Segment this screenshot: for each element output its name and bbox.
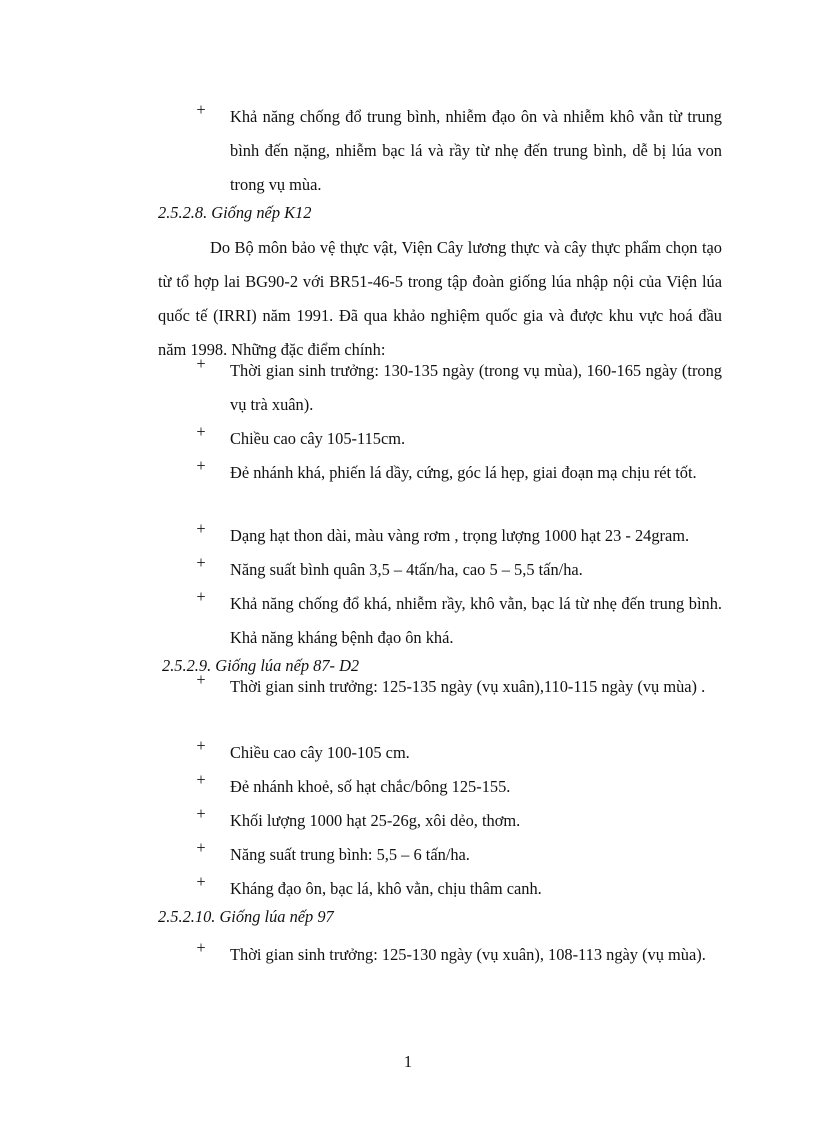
- section-heading-2-5-2-9: 2.5.2.9. Giống lúa nếp 87- D2: [162, 656, 360, 675]
- bullet-text: Thời gian sinh trưởng: 125-130 ngày (vụ xuân), 108-113 ngày (vụ mùa).: [230, 945, 706, 964]
- bullet-mark: +: [196, 770, 206, 789]
- bullet-plant-height: [194, 422, 722, 456]
- bullet-text: Đẻ nhánh khá, phiến lá dầy, cứng, góc lá hẹp, giai đoạn mạ chịu rét tốt.: [230, 463, 697, 482]
- bullet-resistance-d2: [194, 872, 722, 906]
- bullet-mark: +: [196, 456, 206, 475]
- bullet-text: Chiều cao cây 100-105 cm.: [230, 743, 410, 762]
- bullet-mark: +: [196, 938, 206, 957]
- section-heading-2-5-2-10: 2.5.2.10. Giống lúa nếp 97: [158, 907, 334, 926]
- bullet-text: Dạng hạt thon dài, màu vàng rơm , trọng lượng 1000 hạt 23 - 24gram.: [230, 526, 690, 545]
- bullet-lodging-resistance: [194, 100, 722, 202]
- bullet-mark: +: [196, 354, 206, 373]
- bullet-mark: +: [196, 422, 206, 441]
- bullet-mark: +: [196, 736, 206, 755]
- bullet-mark: +: [196, 553, 206, 572]
- bullet-mark: +: [196, 519, 206, 538]
- bullet-mark: +: [196, 838, 206, 857]
- bullet-mark: +: [196, 587, 206, 606]
- bullet-mark: +: [196, 100, 206, 119]
- bullet-yield: [194, 553, 722, 587]
- paragraph-k12-origin: Do Bộ môn bảo vệ thực vật, Viện Cây lương thực và cây thực phẩm chọn tạo từ tổ hợp lai BG90-2 với BR51-46-5 trong tập đoàn giống lúa nhập nội của Viện lúa quốc tế (IRRI) năm 1991. Đã qua khảo nghiệm quốc gia và được khu vực hoá đầu năm 1998. Những đặc điểm chính:: [158, 238, 722, 359]
- bullet-text: Năng suất bình quân 3,5 – 4tấn/ha, cao 5 – 5,5 tấn/ha.: [230, 560, 583, 579]
- bullet-yield-d2: [194, 838, 722, 872]
- bullet-disease-resistance: [194, 587, 722, 655]
- bullet-text: Thời gian sinh trưởng: 125-135 ngày (vụ xuân),110-115 ngày (vụ mùa) .: [230, 677, 706, 696]
- bullet-text: Thời gian sinh trưởng: 130-135 ngày (trong vụ mùa), 160-165 ngày (trong vụ trà xuân).: [230, 361, 722, 414]
- bullet-growth-duration-97: [194, 938, 722, 972]
- bullet-growth-duration: [194, 354, 722, 422]
- bullet-text: Khả năng chống đổ khá, nhiễm rầy, khô vằn, bạc lá từ nhẹ đến trung bình. Khả năng kháng bệnh đạo ôn khá.: [230, 594, 722, 647]
- bullet-mark: +: [196, 804, 206, 823]
- bullet-text: Năng suất trung bình: 5,5 – 6 tấn/ha.: [230, 845, 470, 864]
- bullet-text: Đẻ nhánh khoẻ, số hạt chắc/bông 125-155.: [230, 777, 511, 796]
- bullet-text: Kháng đạo ôn, bạc lá, khô vằn, chịu thâm canh.: [230, 879, 542, 898]
- bullet-growth-duration-d2: [194, 670, 722, 704]
- page-number: 1: [403, 1052, 413, 1071]
- bullet-grain-shape: [194, 519, 722, 553]
- bullet-mark: +: [196, 872, 206, 891]
- bullet-text: Khả năng chống đổ trung bình, nhiễm đạo ôn và nhiễm khô vằn từ trung bình đến nặng, nhiễm bạc lá và rầy từ nhẹ đến trung bình, dễ bị lúa von trong vụ mùa.: [230, 107, 722, 194]
- bullet-tillering-d2: [194, 770, 722, 804]
- bullet-mark: +: [196, 670, 206, 689]
- bullet-tillering: [194, 456, 722, 490]
- bullet-text: Khối lượng 1000 hạt 25-26g, xôi dẻo, thơm.: [230, 811, 521, 830]
- section-heading-2-5-2-8: 2.5.2.8. Giống nếp K12: [158, 203, 312, 222]
- bullet-plant-height-d2: [194, 736, 722, 770]
- bullet-text: Chiều cao cây 105-115cm.: [230, 429, 406, 448]
- bullet-grain-weight-d2: [194, 804, 722, 838]
